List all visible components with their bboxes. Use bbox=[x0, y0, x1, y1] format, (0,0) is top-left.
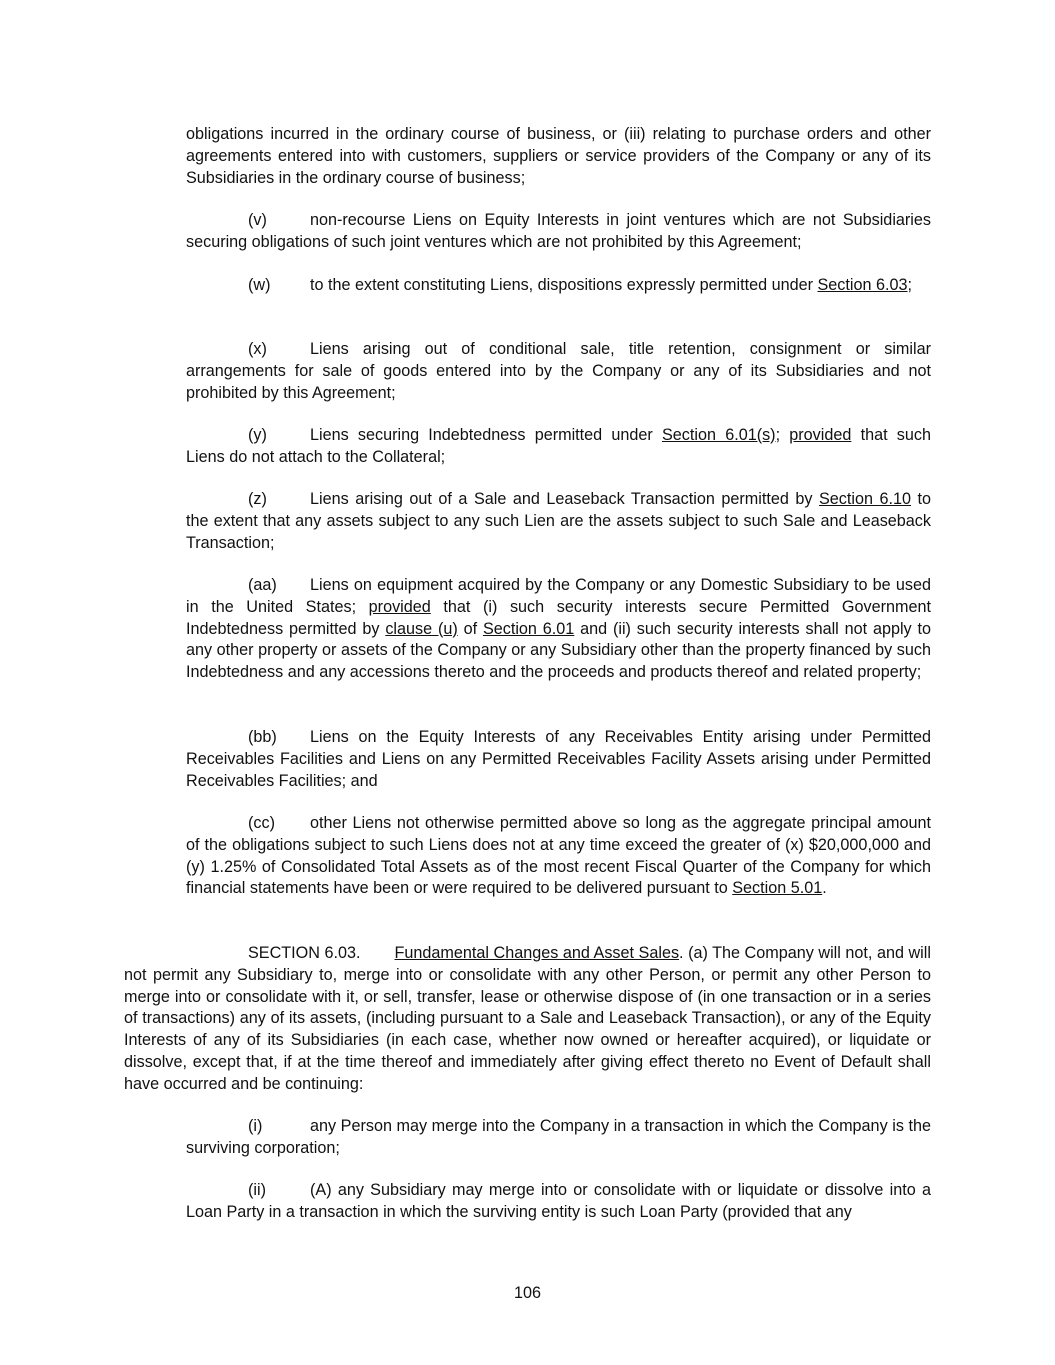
clause-label: (cc) bbox=[248, 814, 275, 832]
section-reference: Section 6.01 bbox=[482, 619, 575, 638]
section-reference: Section 6.01(s) bbox=[662, 426, 776, 444]
proviso-term: provided bbox=[368, 597, 431, 616]
clause-label: (z) bbox=[248, 490, 267, 508]
clause-bb: (bb) Liens on the Equity Interests of any Receivables Entity arising under Permitted Receivables Facilities and Liens on any Permitted Receivables Facility Assets arising under Permitted Receivables Facilities; and bbox=[186, 728, 931, 790]
clause-label: (x) bbox=[248, 340, 267, 358]
clause-x: (x) Liens arising out of conditional sale, title retention, consignment or similar arrangements for sale of goods entered into by the Company or any of its Subsidiaries and not prohibited by this Agreement; bbox=[186, 340, 931, 402]
clause-cc: (cc) other Liens not otherwise permitted above so long as the aggregate principal amount of the obligations subject to such Liens does not at any time exceed the greater of (x) $20,000,000 and (y) 1.25% of Consolidated Total Assets as of the most recent Fiscal Quarter of the Company for which financial statements have been or were required to be delivered pursuant to Section 5.01. bbox=[186, 814, 931, 898]
clause-z: (z) Liens arising out of a Sale and Leaseback Transaction permitted by Section 6.10 to the extent that any assets subject to any such Lien are the assets subject to such Sale and Leaseback Transaction; bbox=[186, 490, 931, 552]
proviso-term: provided bbox=[789, 426, 852, 444]
clause-aa: (aa) Liens on equipment acquired by the Company or any Domestic Subsidiary to be used in the United States; provided that (i) such security interests secure Permitted Government Indebtedness permitted by clause (u) of Section 6.01 and (ii) such security interests shall not apply to any other property or assets of the Company or any Subsidiary other than the property financed by such Indebtedness and any accessions thereto and the proceeds and products thereof and related property; bbox=[186, 576, 931, 682]
section-number: SECTION 6.03. bbox=[248, 944, 361, 962]
section-reference: Section 6.10 bbox=[818, 490, 911, 508]
clause-label: (bb) bbox=[248, 728, 277, 746]
clause-i: (i) any Person may merge into the Company in a transaction in which the Company is the surviving corporation; bbox=[186, 1117, 931, 1157]
clause-label: (ii) bbox=[248, 1181, 266, 1199]
clause-label: (aa) bbox=[248, 576, 277, 594]
clause-v: (v) non-recourse Liens on Equity Interests in joint ventures which are not Subsidiaries securing obligations of such joint ventures which are not prohibited by this Agreement; bbox=[186, 211, 931, 251]
page-number: 106 bbox=[513, 1284, 541, 1302]
section-title: Fundamental Changes and Asset Sales bbox=[394, 944, 680, 962]
clause-w: (w) to the extent constituting Liens, dispositions expressly permitted under Section 6.03; bbox=[186, 275, 931, 297]
section-reference-link: Section 6.03 bbox=[817, 276, 908, 294]
clause-label: (i) bbox=[248, 1117, 263, 1135]
paragraph-continuation: obligations incurred in the ordinary course of business, or (iii) relating to purchase orders and other agreements entered into with customers, suppliers or service providers of the Company or any of its Subsidiaries in the ordinary course of business; bbox=[186, 125, 931, 187]
clause-label: (v) bbox=[248, 211, 267, 229]
clause-label: (y) bbox=[248, 426, 267, 444]
section-reference: Section 5.01 bbox=[732, 879, 823, 898]
clause-ii: (ii) (A) any Subsidiary may merge into or consolidate with or liquidate or dissolve into a Loan Party in a transaction in which the surviving entity is such Loan Party (provided that any bbox=[186, 1181, 931, 1221]
clause-y: (y) Liens securing Indebtedness permitted under Section 6.01(s); provided that such Liens do not attach to the Collateral; bbox=[186, 426, 931, 466]
clause-label: (w) bbox=[248, 276, 271, 294]
section-6-03: SECTION 6.03. Fundamental Changes and Asset Sales. (a) The Company will not, and will not permit any Subsidiary to, merge into or consolidate with any other Person, or permit any other Person to merge into or consolidate with it, or sell, transfer, lease or otherwise dispose of (in one transaction or in a series of transactions) any of its assets, (including pursuant to a Sale and Leaseback Transaction), or any of the Equity Interests of any of its Subsidiaries (in each case, whether now owned or hereafter acquired), or liquidate or dissolve, except that, if at the time thereof and immediately after giving effect thereto no Event of Default shall have occurred and be continuing: bbox=[124, 944, 931, 1093]
clause-reference: clause (u) bbox=[385, 619, 458, 638]
